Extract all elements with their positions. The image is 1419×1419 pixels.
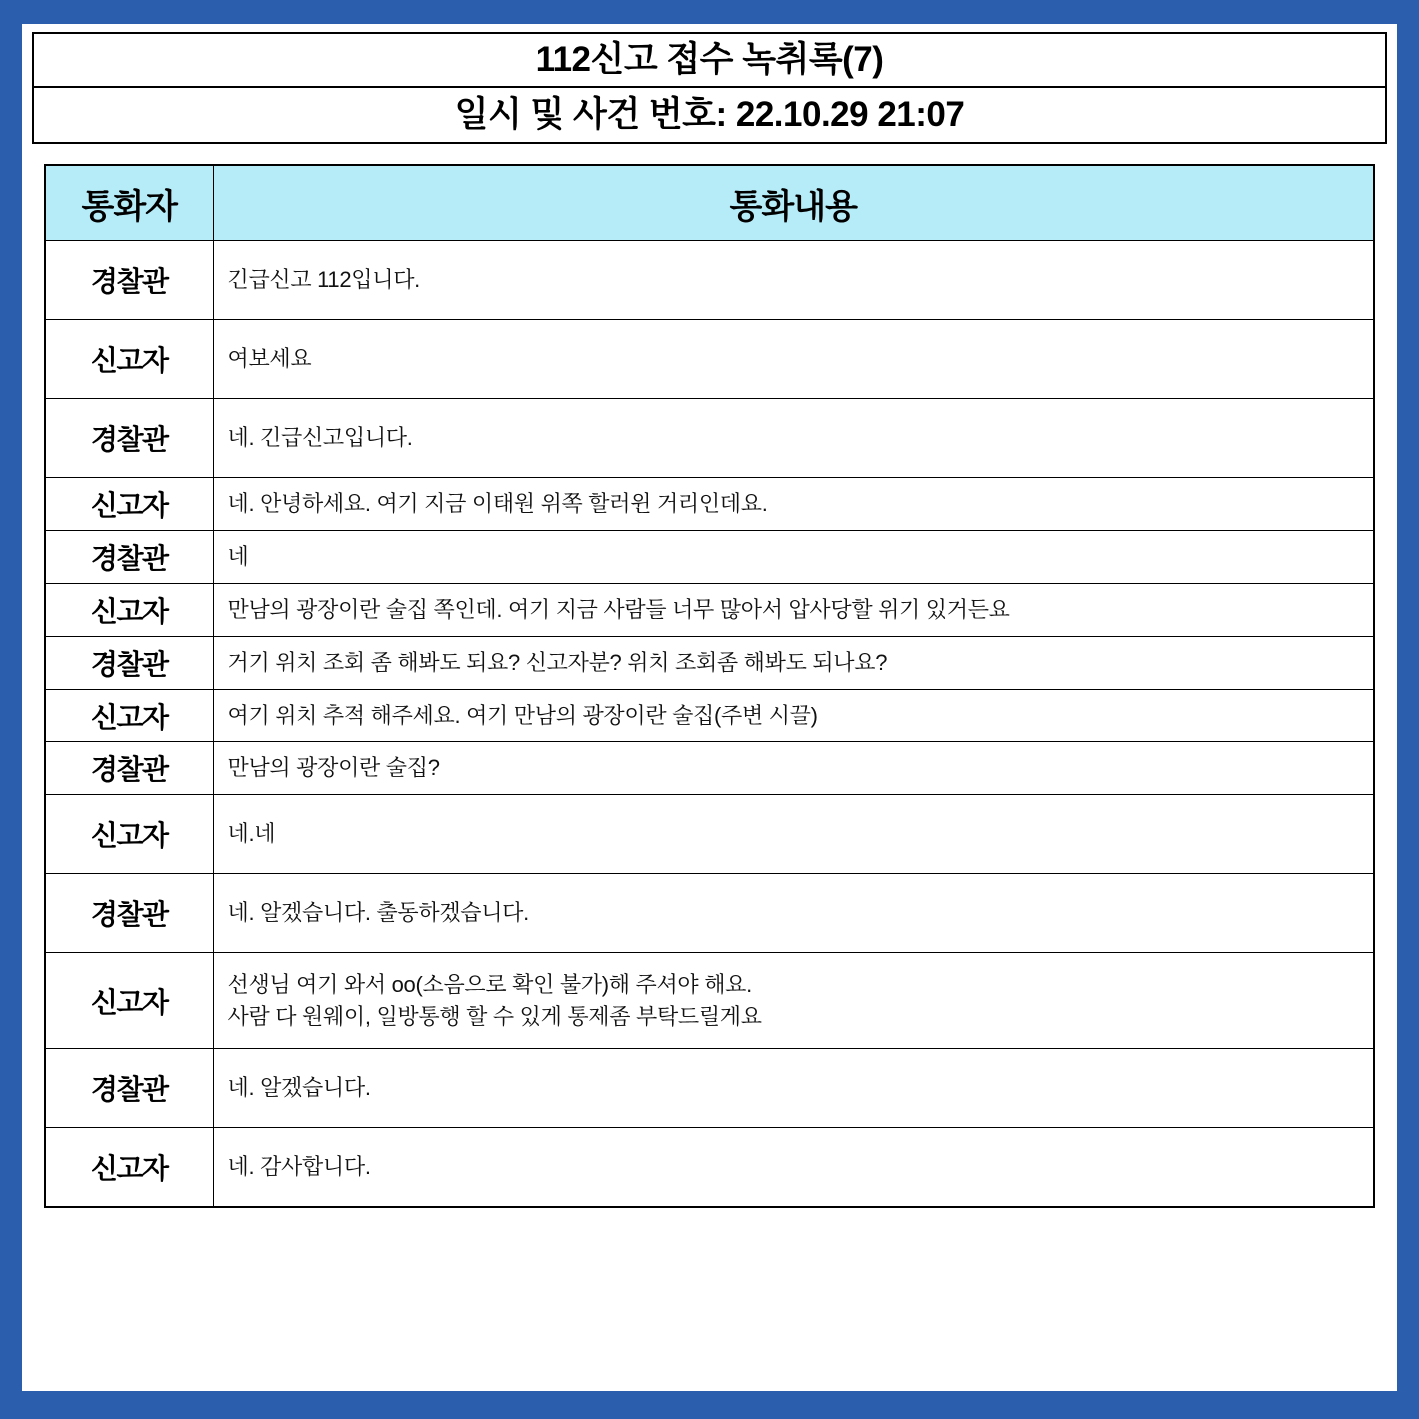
table-row xyxy=(45,399,1374,478)
row-speaker: 경찰관 xyxy=(45,636,213,689)
row-content-line: 긴급신고 112입니다. xyxy=(227,267,420,293)
table-row xyxy=(45,320,1374,399)
row-speaker: 경찰관 xyxy=(45,1049,213,1128)
table-row xyxy=(45,953,1374,1049)
table-row xyxy=(45,689,1374,742)
row-speaker: 신고자 xyxy=(45,1128,213,1207)
transcript-table xyxy=(44,164,1375,1208)
row-content xyxy=(213,689,1374,742)
row-content xyxy=(213,795,1374,874)
transcript-table-body xyxy=(45,241,1374,1207)
row-content xyxy=(213,399,1374,478)
column-header-content: 통화내용 xyxy=(213,165,1374,241)
row-speaker: 경찰관 xyxy=(45,742,213,795)
row-speaker: 신고자 xyxy=(45,478,213,531)
row-content xyxy=(213,320,1374,399)
row-speaker: 신고자 xyxy=(45,583,213,636)
row-content-line: 여보세요 xyxy=(227,346,312,372)
row-content-line: 네. 알겠습니다. xyxy=(227,1075,371,1101)
row-content-line: 만남의 광장이란 술집? xyxy=(227,755,440,781)
row-content xyxy=(213,1128,1374,1207)
row-content-line: 사람 다 원웨이, 일방통행 할 수 있게 통제좀 부탁드릴게요 xyxy=(227,1003,762,1029)
row-content-line: 여기 위치 추적 해주세요. 여기 만남의 광장이란 술집(주변 시끌) xyxy=(227,702,818,728)
table-row xyxy=(45,530,1374,583)
row-content xyxy=(213,530,1374,583)
row-content xyxy=(213,874,1374,953)
row-content-line: 네.네 xyxy=(227,821,276,847)
document-sheet xyxy=(22,24,1397,1391)
row-content-line: 네. 알겠습니다. 출동하겠습니다. xyxy=(227,900,529,926)
row-content xyxy=(213,241,1374,320)
transcript-table-wrap xyxy=(32,164,1387,1381)
table-row xyxy=(45,636,1374,689)
row-content-line: 네. 감사합니다. xyxy=(227,1154,371,1180)
row-content xyxy=(213,1049,1374,1128)
row-speaker: 경찰관 xyxy=(45,241,213,320)
row-content-line: 네 xyxy=(227,543,249,569)
row-content xyxy=(213,953,1374,1049)
row-content xyxy=(213,478,1374,531)
row-content xyxy=(213,742,1374,795)
row-content-line: 거기 위치 조회 좀 해봐도 되요? 신고자분? 위치 조회좀 해봐도 되나요? xyxy=(227,649,888,675)
row-speaker: 경찰관 xyxy=(45,874,213,953)
column-header-speaker: 통화자 xyxy=(45,165,213,241)
transcript-table-head xyxy=(45,165,1374,241)
table-row xyxy=(45,742,1374,795)
document-title: 112신고 접수 녹취록(7) xyxy=(34,34,1385,88)
table-row xyxy=(45,241,1374,320)
row-speaker: 경찰관 xyxy=(45,399,213,478)
table-row xyxy=(45,1049,1374,1128)
document-title-block xyxy=(32,32,1387,144)
row-content-line: 만남의 광장이란 술집 쪽인데. 여기 지금 사람들 너무 많아서 압사당할 위기 있거든요 xyxy=(227,596,1010,622)
row-speaker: 신고자 xyxy=(45,953,213,1049)
row-content-line: 네. 안녕하세요. 여기 지금 이태원 위쪽 할러윈 거리인데요. xyxy=(227,491,768,516)
row-content-line: 선생님 여기 와서 oo(소음으로 확인 불가)해 주셔야 해요. xyxy=(227,971,752,997)
row-content xyxy=(213,583,1374,636)
row-speaker: 경찰관 xyxy=(45,530,213,583)
table-row xyxy=(45,874,1374,953)
table-row xyxy=(45,583,1374,636)
table-header-row xyxy=(45,165,1374,241)
row-speaker: 신고자 xyxy=(45,795,213,874)
row-speaker: 신고자 xyxy=(45,689,213,742)
row-content-line: 네. 긴급신고입니다. xyxy=(227,425,413,451)
row-content xyxy=(213,636,1374,689)
table-row xyxy=(45,478,1374,531)
document-subtitle: 일시 및 사건 번호: 22.10.29 21:07 xyxy=(454,95,965,134)
row-speaker: 신고자 xyxy=(45,320,213,399)
table-row xyxy=(45,795,1374,874)
table-row xyxy=(45,1128,1374,1207)
